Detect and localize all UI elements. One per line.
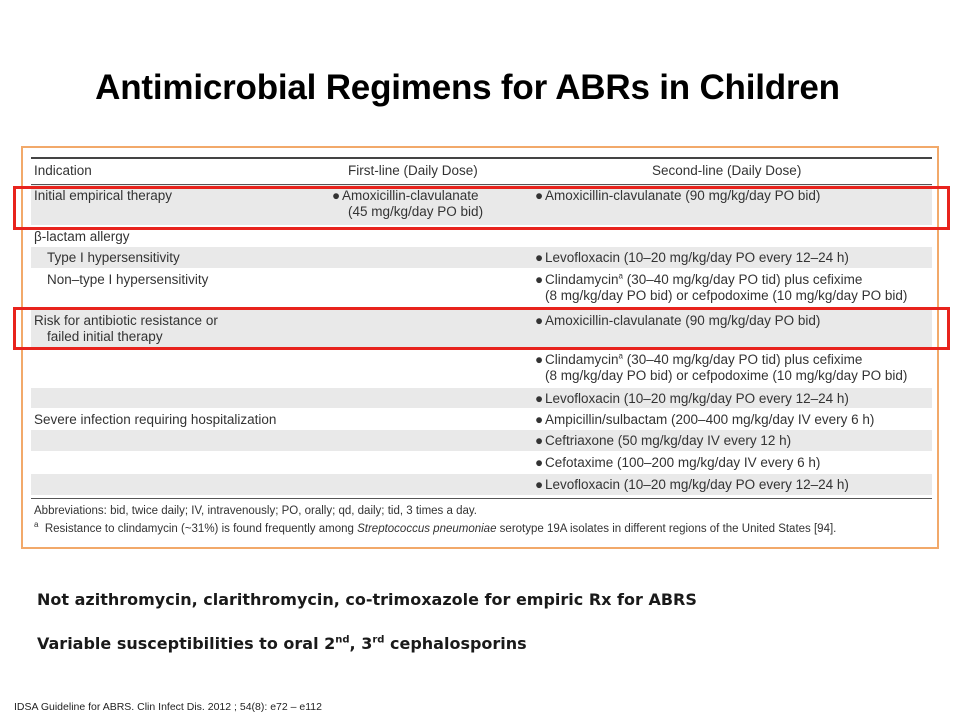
table-row [31,474,932,496]
header-second-line: Second-line (Daily Dose) [652,163,802,178]
header-indication: Indication [34,163,92,178]
bullet-icon: ● [535,455,544,470]
table-bottom-rule [31,498,932,499]
table-row [31,269,932,310]
bullet-icon: ● [535,412,544,427]
second-line-cell: ● Levofloxacin (10–20 mg/kg/day PO every 12–24 h) [535,391,849,406]
table-row [31,388,932,409]
note-line-1: Not azithromycin, clarithromycin, co-trimoxazole for empiric Rx for ABRS [37,590,697,609]
table-header-row [31,157,932,185]
bullet-icon: ● [535,188,544,203]
indication-cell: Initial empirical therapy [34,188,173,203]
table-row [31,247,932,269]
bullet-icon: ● [535,313,544,328]
note-line-2: Variable susceptibilities to oral 2nd, 3rd cephalosporins [37,634,527,653]
table-row [31,430,932,452]
second-line-cell: ● Ampicillin/sulbactam (200–400 mg/kg/day IV every 6 h) [535,412,875,427]
table-row [31,409,932,430]
footnote: $^a$ Resistance to clindamycin (~31%) is found frequently among Streptococcus pneumoniae serotype 19A isolates in different regions of the United States [94]. [34,520,837,535]
header-first-line: First-line (Daily Dose) [348,163,478,178]
abbreviations-note: Abbreviations: bid, twice daily; IV, intravenously; PO, orally; qd, daily; tid, 3 times a day. [34,505,477,517]
second-line-cell: ● Amoxicillin-clavulanate (90 mg/kg/day PO bid) [535,188,821,203]
table-row [31,452,932,474]
footnote-mark: a [618,271,623,281]
second-line-cell: ● Ceftriaxone (50 mg/kg/day IV every 12 h) [535,433,792,448]
slide-title: Antimicrobial Regimens for ABRs in Children [95,68,840,107]
bullet-icon: ● [535,250,544,265]
table-row [31,349,932,388]
footnote-mark: a [34,520,39,530]
indication-cell: Type I hypersensitivity [47,250,180,265]
second-line-cell: ● Levofloxacin (10–20 mg/kg/day PO every 12–24 h) [535,477,849,492]
indication-cell: Risk for antibiotic resistance or failed initial therapy [34,313,218,344]
highlight-box-initial-therapy [13,186,950,230]
first-line-cell: ● Amoxicillin-clavulanate (45 mg/kg/day PO bid) [332,188,484,219]
bullet-icon: ● [332,188,341,203]
bullet-icon: ● [535,433,544,448]
second-line-cell: ● Cefotaxime (100–200 mg/kg/day IV every 6 h) [535,455,821,470]
bullet-icon: ● [535,391,544,406]
citation: IDSA Guideline for ABRS. Clin Infect Dis. 2012 ; 54(8): e72 – e112 [14,701,322,713]
bullet-icon: ● [535,477,544,492]
second-line-cell: ● Clindamycin$^a$ (30–40 mg/kg/day PO tid) plus cefixime (8 mg/kg/day PO bid) or cefpodoxime (10 mg/kg/day PO bid) [535,351,908,383]
bullet-icon: ● [535,272,544,287]
second-line-cell: ● Amoxicillin-clavulanate (90 mg/kg/day PO bid) [535,313,821,328]
second-line-cell: ● Levofloxacin (10–20 mg/kg/day PO every 12–24 h) [535,250,849,265]
highlight-box-resistance-risk [13,307,950,350]
indication-cell: Non–type I hypersensitivity [47,272,209,287]
bullet-icon: ● [535,352,544,367]
indication-cell: Severe infection requiring hospitalization [34,412,277,427]
footnote-mark: a [618,351,623,361]
indication-cell: β-lactam allergy [34,229,130,244]
second-line-cell: ● Clindamycin$^a$ (30–40 mg/kg/day PO tid) plus cefixime (8 mg/kg/day PO bid) or cefpodoxime (10 mg/kg/day PO bid) [535,271,908,303]
